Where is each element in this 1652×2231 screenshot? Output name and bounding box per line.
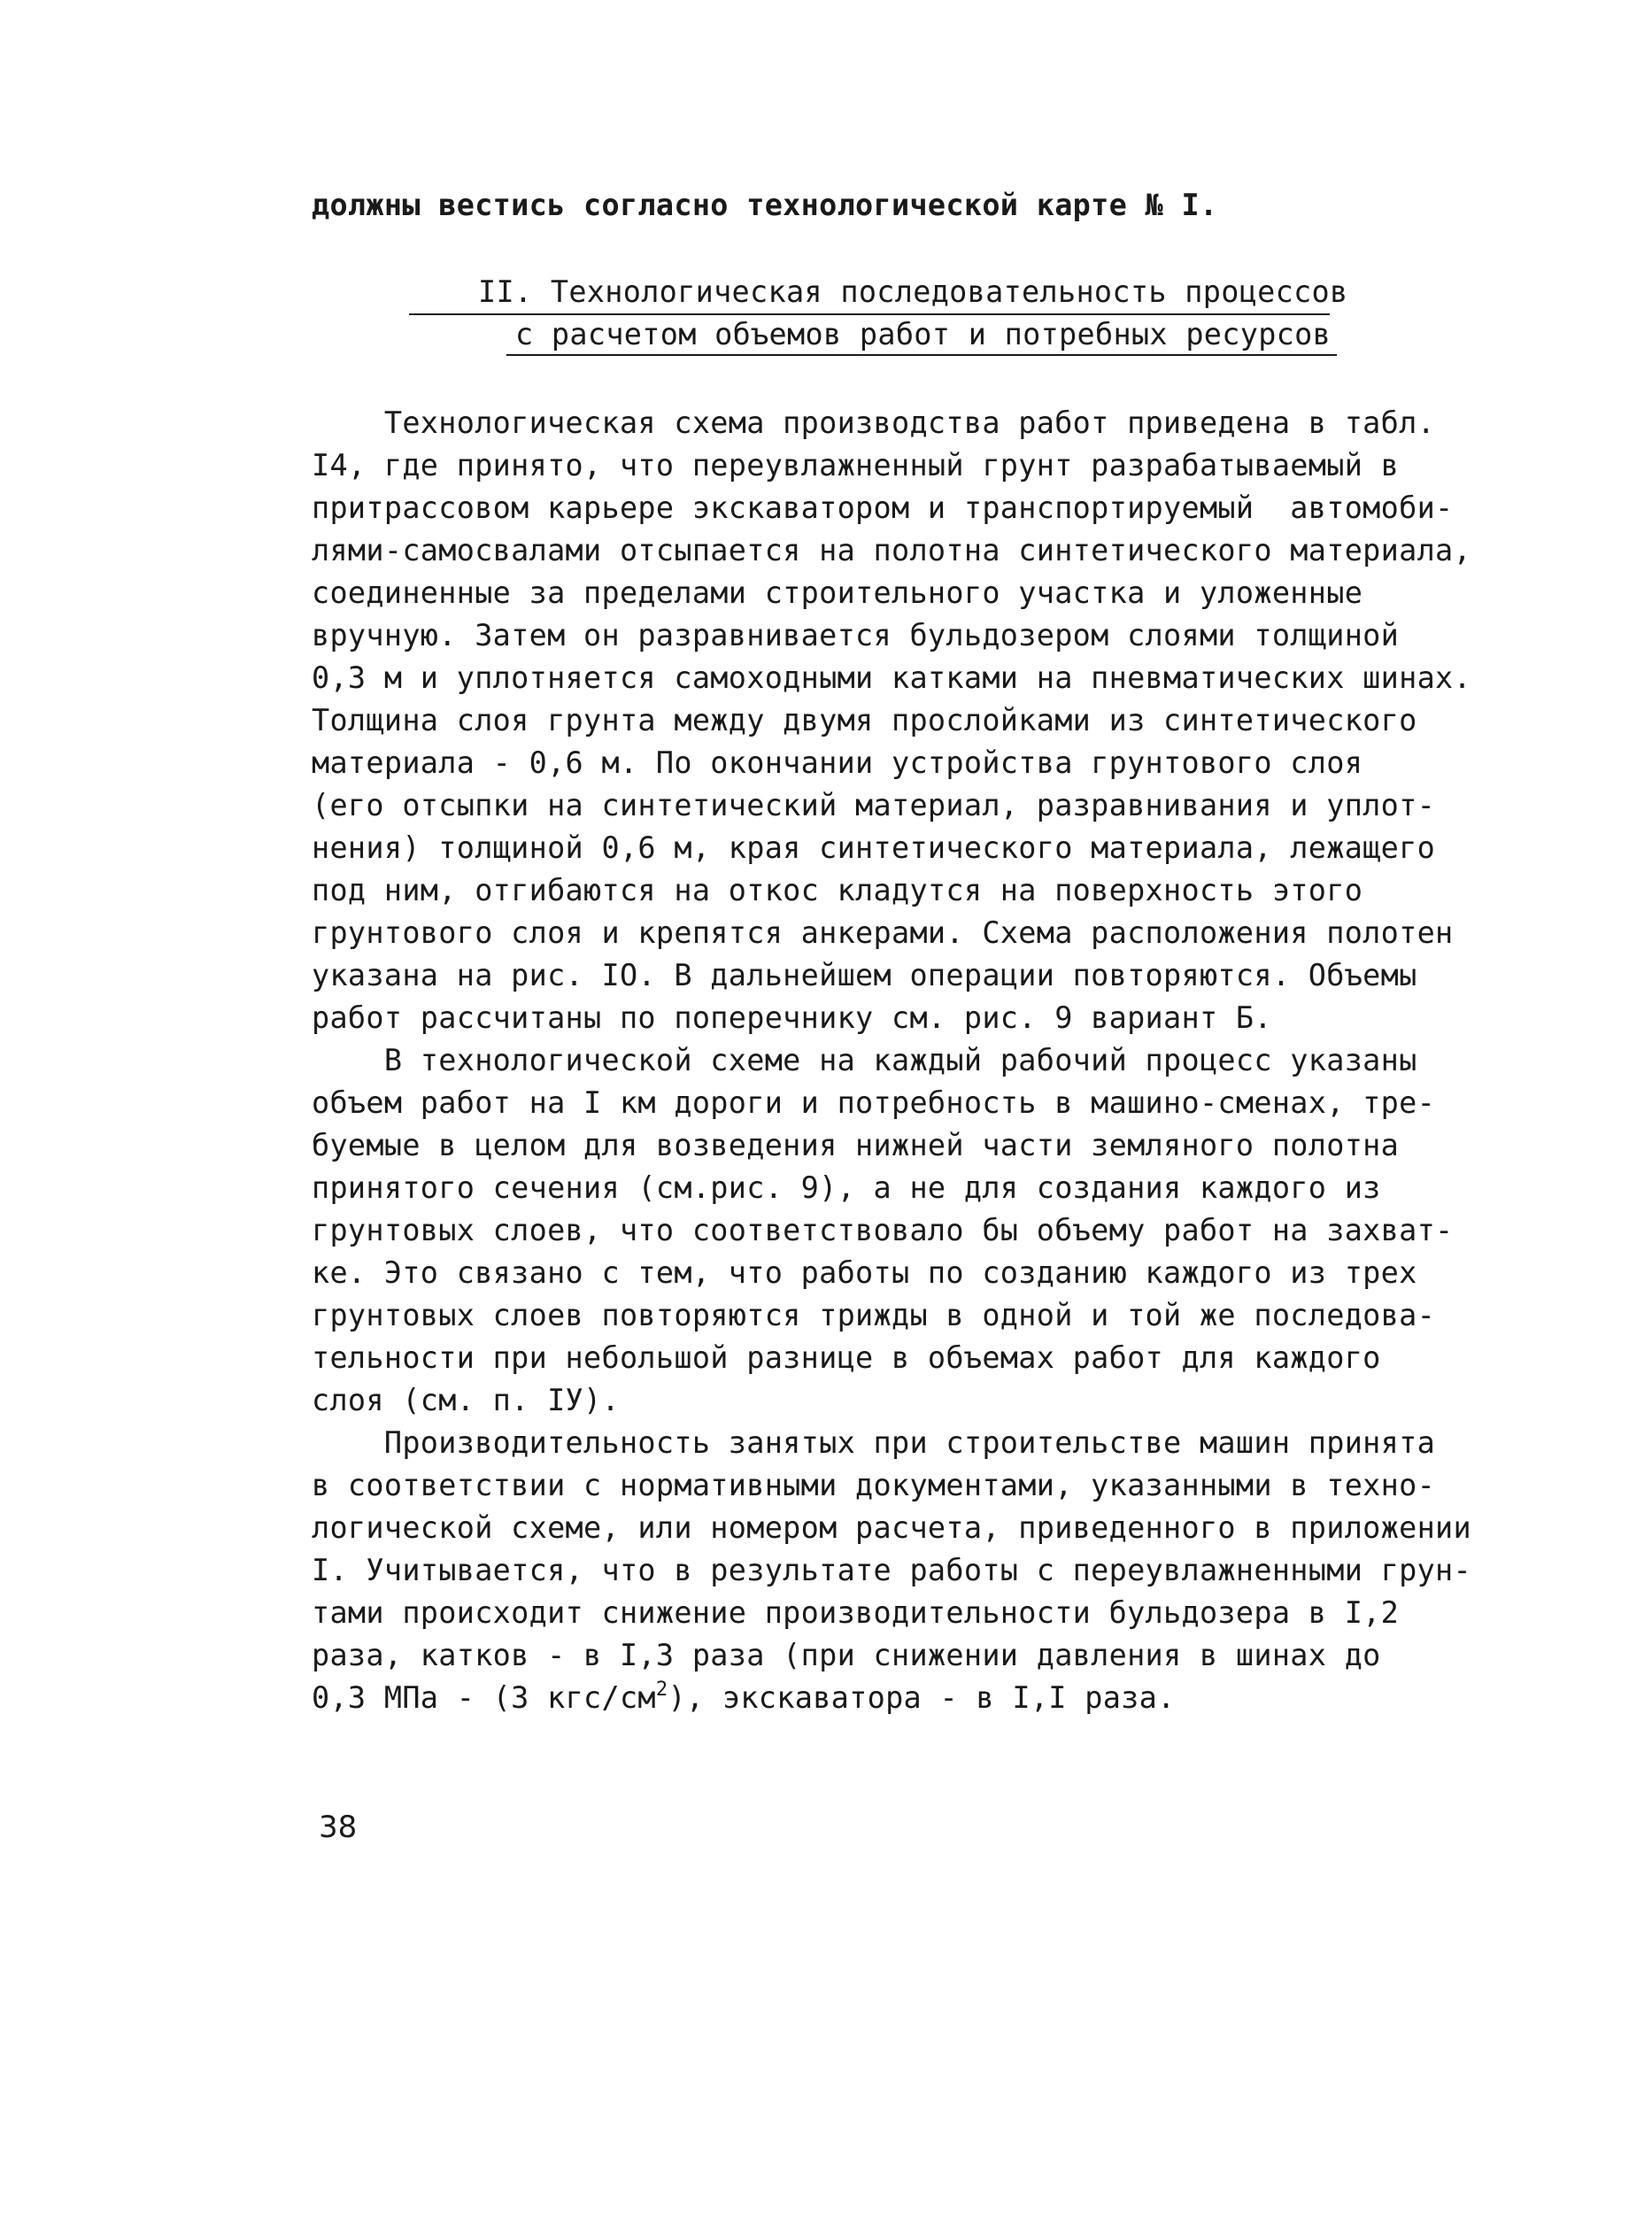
paragraph-3-last-line bbox=[312, 1680, 1176, 1716]
paragraph-2-line: В технологической схеме на каждый рабочий процесс указаны bbox=[312, 1043, 1417, 1077]
paragraph-2-line: грунтовых слоев, что соответствовало бы объему работ на захват- bbox=[312, 1213, 1454, 1247]
paragraph-3-line: логической схеме, или номером расчета, приведенного в приложении bbox=[312, 1510, 1471, 1545]
paragraph-1-line: материала - 0,6 м. По окончании устройства грунтового слоя bbox=[312, 745, 1363, 780]
paragraph-2-line: буемые в целом для возведения нижней части земляного полотна bbox=[312, 1128, 1400, 1162]
paragraph-3-line: Производительность занятых при строительстве машин принята bbox=[312, 1425, 1436, 1460]
last-line-text-end: ), экскаватора - в I,I раза. bbox=[668, 1680, 1176, 1715]
paragraph-3-line: тами происходит снижение производительности бульдозера в I,2 bbox=[312, 1595, 1400, 1630]
paragraph-3-line: I. Учитывается, что в результате работы с переувлажненными грун- bbox=[312, 1553, 1471, 1587]
paragraph-2-line: тельности при небольшой разнице в объемах работ для каждого bbox=[312, 1340, 1381, 1375]
paragraph-1-line: нения) толщиной 0,6 м, края синтетического материала, лежащего bbox=[312, 830, 1436, 865]
section-heading-line-1: II. Технологическая последовательность процессов bbox=[478, 274, 1348, 309]
heading-underline-1 bbox=[409, 313, 1330, 315]
paragraph-2-line: принятого сечения (см.рис. 9), а не для создания каждого из bbox=[312, 1170, 1381, 1205]
paragraph-2-line: ке. Это связано с тем, что работы по созданию каждого из трех bbox=[312, 1255, 1417, 1290]
paragraph-1-line: лями-самосвалами отсыпается на полотна синтетического материала, bbox=[312, 533, 1471, 567]
paragraph-1-line: притрассовом карьере экскаватором и транспортируемый автомоби- bbox=[312, 490, 1454, 525]
paragraph-1-line: под ним, отгибаются на откос кладутся на поверхность этого bbox=[312, 873, 1363, 907]
heading-underline-2 bbox=[506, 354, 1337, 356]
paragraph-1-line: I4, где принято, что переувлажненный грунт разрабатываемый в bbox=[312, 448, 1400, 482]
paragraph-1-line: 0,3 м и уплотняется самоходными катками на пневматических шинах. bbox=[312, 660, 1471, 695]
superscript-exponent: 2 bbox=[655, 1679, 668, 1701]
paragraph-1-line: Технологическая схема производства работ приведена в табл. bbox=[312, 405, 1436, 440]
continuation-line: должны вестись согласно технологической карте № I. bbox=[312, 188, 1218, 222]
paragraph-1-line: Толщина слоя грунта между двумя прослойками из синтетического bbox=[312, 703, 1417, 737]
section-heading-line-2: с расчетом объемов работ и потребных ресурсов bbox=[515, 317, 1332, 351]
paragraph-1-line: (его отсыпки на синтетический материал, разравнивания и уплот- bbox=[312, 788, 1436, 822]
paragraph-1-line: грунтового слоя и крепятся анкерами. Схема расположения полотен bbox=[312, 915, 1454, 950]
paragraph-3-line: в соответствии с нормативными документами, указанными в техно- bbox=[312, 1468, 1436, 1502]
paragraph-3-line: раза, катков - в I,3 раза (при снижении давления в шинах до bbox=[312, 1638, 1381, 1672]
paragraph-2-line: слоя (см. п. IУ). bbox=[312, 1383, 620, 1417]
page-number: 38 bbox=[319, 1810, 358, 1845]
paragraph-2-line: грунтовых слоев повторяются трижды в одной и той же последова- bbox=[312, 1298, 1436, 1332]
paragraph-1-line: указана на рис. IO. В дальнейшем операции повторяются. Объемы bbox=[312, 958, 1417, 992]
paragraph-1-line: соединенные за пределами строительного участка и уложенные bbox=[312, 575, 1363, 610]
paragraph-1-line: работ рассчитаны по поперечнику см. рис. 9 вариант Б. bbox=[312, 1000, 1272, 1035]
last-line-text-start: 0,3 МПа - (3 кгс/см bbox=[312, 1680, 656, 1715]
paragraph-1-line: вручную. Затем он разравнивается бульдозером слоями толщиной bbox=[312, 618, 1400, 652]
paragraph-2-line: объем работ на I км дороги и потребность в машино-сменах, тре- bbox=[312, 1085, 1436, 1120]
